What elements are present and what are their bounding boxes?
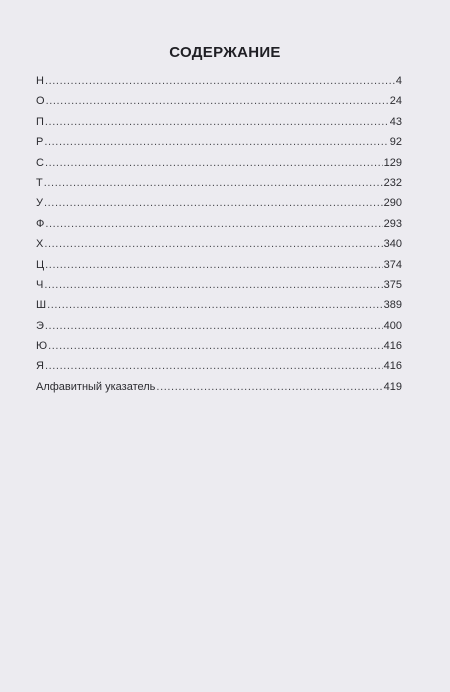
- dot-leader: [46, 95, 389, 107]
- toc-entry-page: 290: [383, 197, 402, 210]
- toc-entry-page: 293: [383, 217, 402, 230]
- toc-entry-page: 43: [389, 115, 402, 128]
- toc-entry: [36, 299, 402, 319]
- page-title: СОДЕРЖАНИЕ: [169, 44, 281, 61]
- dot-leader: [45, 360, 383, 372]
- toc-entry-page: 92: [389, 136, 402, 149]
- toc-entry-page: 4: [395, 75, 402, 87]
- dot-leader: [44, 238, 382, 250]
- dot-leader: [45, 116, 389, 128]
- toc-entry: [36, 320, 402, 340]
- toc-entry: [36, 136, 402, 156]
- toc-entry-label: Алфавитный указатель: [36, 380, 156, 393]
- toc-entry: [36, 197, 402, 217]
- toc-entry-page: 389: [383, 299, 402, 312]
- toc-entry-label: У: [36, 197, 43, 210]
- toc-entry-page: 375: [383, 278, 402, 291]
- dot-leader: [44, 197, 383, 209]
- table-of-contents: [36, 75, 402, 401]
- toc-entry-label: Э: [36, 319, 44, 332]
- dot-leader: [156, 381, 382, 393]
- toc-entry-label: Ч: [36, 278, 44, 291]
- toc-entry-page: 419: [383, 380, 402, 393]
- toc-entry-label: Н: [36, 75, 44, 87]
- toc-entry-page: 374: [383, 258, 402, 271]
- toc-entry: [36, 360, 402, 380]
- dot-leader: [48, 340, 383, 352]
- toc-entry-label: Ф: [36, 217, 45, 230]
- toc-entry-label: Ш: [36, 299, 47, 312]
- toc-entry: [36, 279, 402, 299]
- toc-entry-label: Ю: [36, 340, 48, 353]
- dot-leader: [44, 136, 388, 148]
- toc-entry-label: Т: [36, 176, 43, 189]
- dot-leader: [45, 157, 383, 169]
- toc-entry: [36, 381, 402, 401]
- toc-entry: [36, 238, 402, 258]
- toc-entry-label: Я: [36, 360, 44, 373]
- toc-entry: [36, 116, 402, 136]
- toc-entry: [36, 177, 402, 197]
- toc-entry-page: 416: [383, 360, 402, 373]
- toc-entry-label: Х: [36, 238, 44, 251]
- toc-entry-label: Ц: [36, 258, 45, 271]
- dot-leader: [45, 259, 383, 271]
- toc-entry-page: 129: [383, 156, 402, 169]
- toc-entry: [36, 259, 402, 279]
- toc-entry-label: С: [36, 156, 44, 169]
- toc-entry: [36, 95, 402, 115]
- toc-entry: [36, 75, 402, 95]
- dot-leader: [44, 177, 383, 189]
- dot-leader: [45, 320, 383, 332]
- toc-entry: [36, 340, 402, 360]
- toc-entry-label: О: [36, 95, 45, 108]
- toc-entry-page: 340: [383, 238, 402, 251]
- dot-leader: [45, 75, 395, 87]
- toc-entry-page: 232: [383, 176, 402, 189]
- dot-leader: [47, 299, 383, 311]
- toc-entry-page: 24: [389, 95, 402, 108]
- toc-entry-label: П: [36, 115, 44, 128]
- toc-entry: [36, 157, 402, 177]
- toc-entry-page: 416: [383, 340, 402, 353]
- toc-entry-label: Р: [36, 136, 44, 149]
- dot-leader: [44, 279, 382, 291]
- toc-entry: [36, 218, 402, 238]
- toc-entry-page: 400: [383, 319, 402, 332]
- dot-leader: [45, 218, 382, 230]
